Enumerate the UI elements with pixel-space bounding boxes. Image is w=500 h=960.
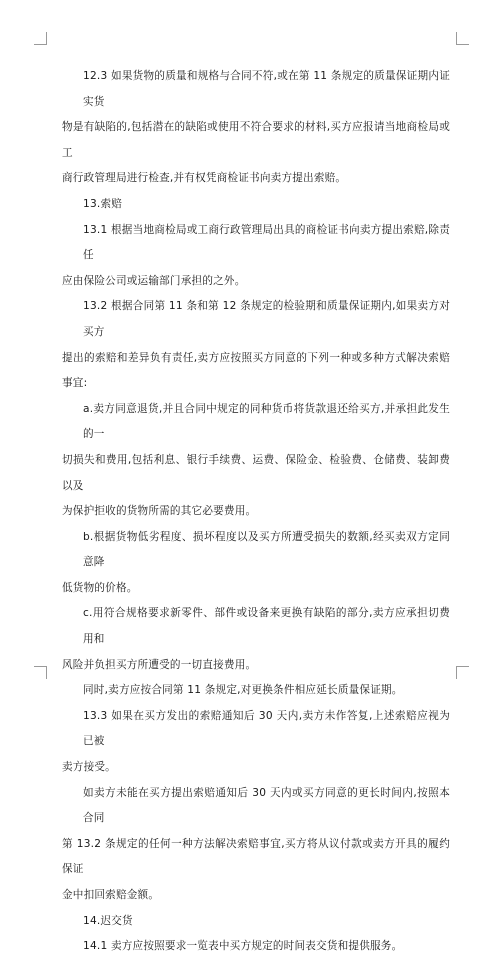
paragraph — [62, 397, 450, 525]
text-line: b.根据货物低劣程度、损坏程度以及买方所遭受损失的数额,经买卖双方定同意降 — [83, 530, 450, 569]
corner-mark-top-right — [456, 32, 469, 45]
paragraph — [62, 909, 450, 935]
text-line: 12.3 如果货物的质量和规格与合同不符,或在第 11 条规定的质量保证期内证实货 — [83, 70, 450, 108]
corner-mark-bottom-right — [456, 666, 469, 679]
paragraph — [62, 64, 450, 192]
text-line: 低货物的价格。 — [62, 581, 138, 594]
corner-mark-top-left — [34, 32, 47, 45]
text-line: 同时,卖方应按合同第 11 条规定,对更换条件相应延长质量保证期。 — [83, 684, 403, 697]
text-line: 14.1 卖方应按照要求一览表中买方规定的时间表交货和提供服务。 — [83, 940, 403, 953]
text-line: 商行政管理局进行检查,并有权凭商检证书向卖方提出索赔。 — [62, 172, 347, 185]
text-line: 切损失和费用,包括利息、银行手续费、运费、保险金、检验费、仓储费、装卸费以及 — [62, 453, 450, 492]
paragraph — [62, 934, 450, 960]
text-line: 卖方接受。 — [62, 761, 116, 774]
paragraph — [62, 781, 450, 909]
text-line: 第 13.2 条规定的任何一种方法解决索赔事宜,买方将从议付款或卖方开具的履约保证 — [62, 837, 450, 876]
paragraph — [62, 704, 450, 781]
paragraph — [62, 294, 450, 396]
text-line: 14.迟交货 — [83, 914, 133, 927]
paragraph — [62, 678, 450, 704]
text-line: 13.索赔 — [83, 197, 123, 210]
paragraph — [62, 601, 450, 678]
text-line: 提出的索赔和差异负有责任,卖方应按照买方同意的下列一种或多种方式解决索赔事宜: — [62, 351, 450, 390]
paragraph — [62, 525, 450, 602]
document-body — [62, 64, 450, 960]
text-line: 13.2 根据合同第 11 条和第 12 条规定的检验期和质量保证期内,如果卖方对买方 — [83, 300, 450, 338]
corner-mark-bottom-left — [34, 666, 47, 679]
text-line: 为保护拒收的货物所需的其它必要费用。 — [62, 505, 257, 518]
paragraph — [62, 192, 450, 218]
text-line: 13.1 根据当地商检局或工商行政管理局出具的商检证书向卖方提出索赔,除责任 — [83, 223, 450, 262]
paragraph — [62, 218, 450, 295]
text-line: 金中扣回索赔金额。 — [62, 889, 160, 901]
text-line: 物是有缺陷的,包括潜在的缺陷或使用不符合要求的材料,买方应报请当地商检局或工 — [62, 121, 450, 159]
text-line: 应由保险公司或运输部门承担的之外。 — [62, 274, 246, 287]
text-line: 如卖方未能在买方提出索赔通知后 30 天内或买方同意的更长时间内,按照本合同 — [83, 786, 450, 825]
text-line: 13.3 如果在买方发出的索赔通知后 30 天内,卖方未作答复,上述索赔应视为已被 — [83, 709, 450, 748]
text-line: c.用符合规格要求新零件、部件或设备来更换有缺陷的部分,卖方应承担切费用和 — [83, 607, 450, 646]
text-line: 风险并负担买方所遭受的一切直接费用。 — [62, 658, 257, 671]
text-line: a.卖方同意退货,并且合同中规定的同种货币将货款退还给买方,并承担此发生的一 — [83, 402, 450, 441]
